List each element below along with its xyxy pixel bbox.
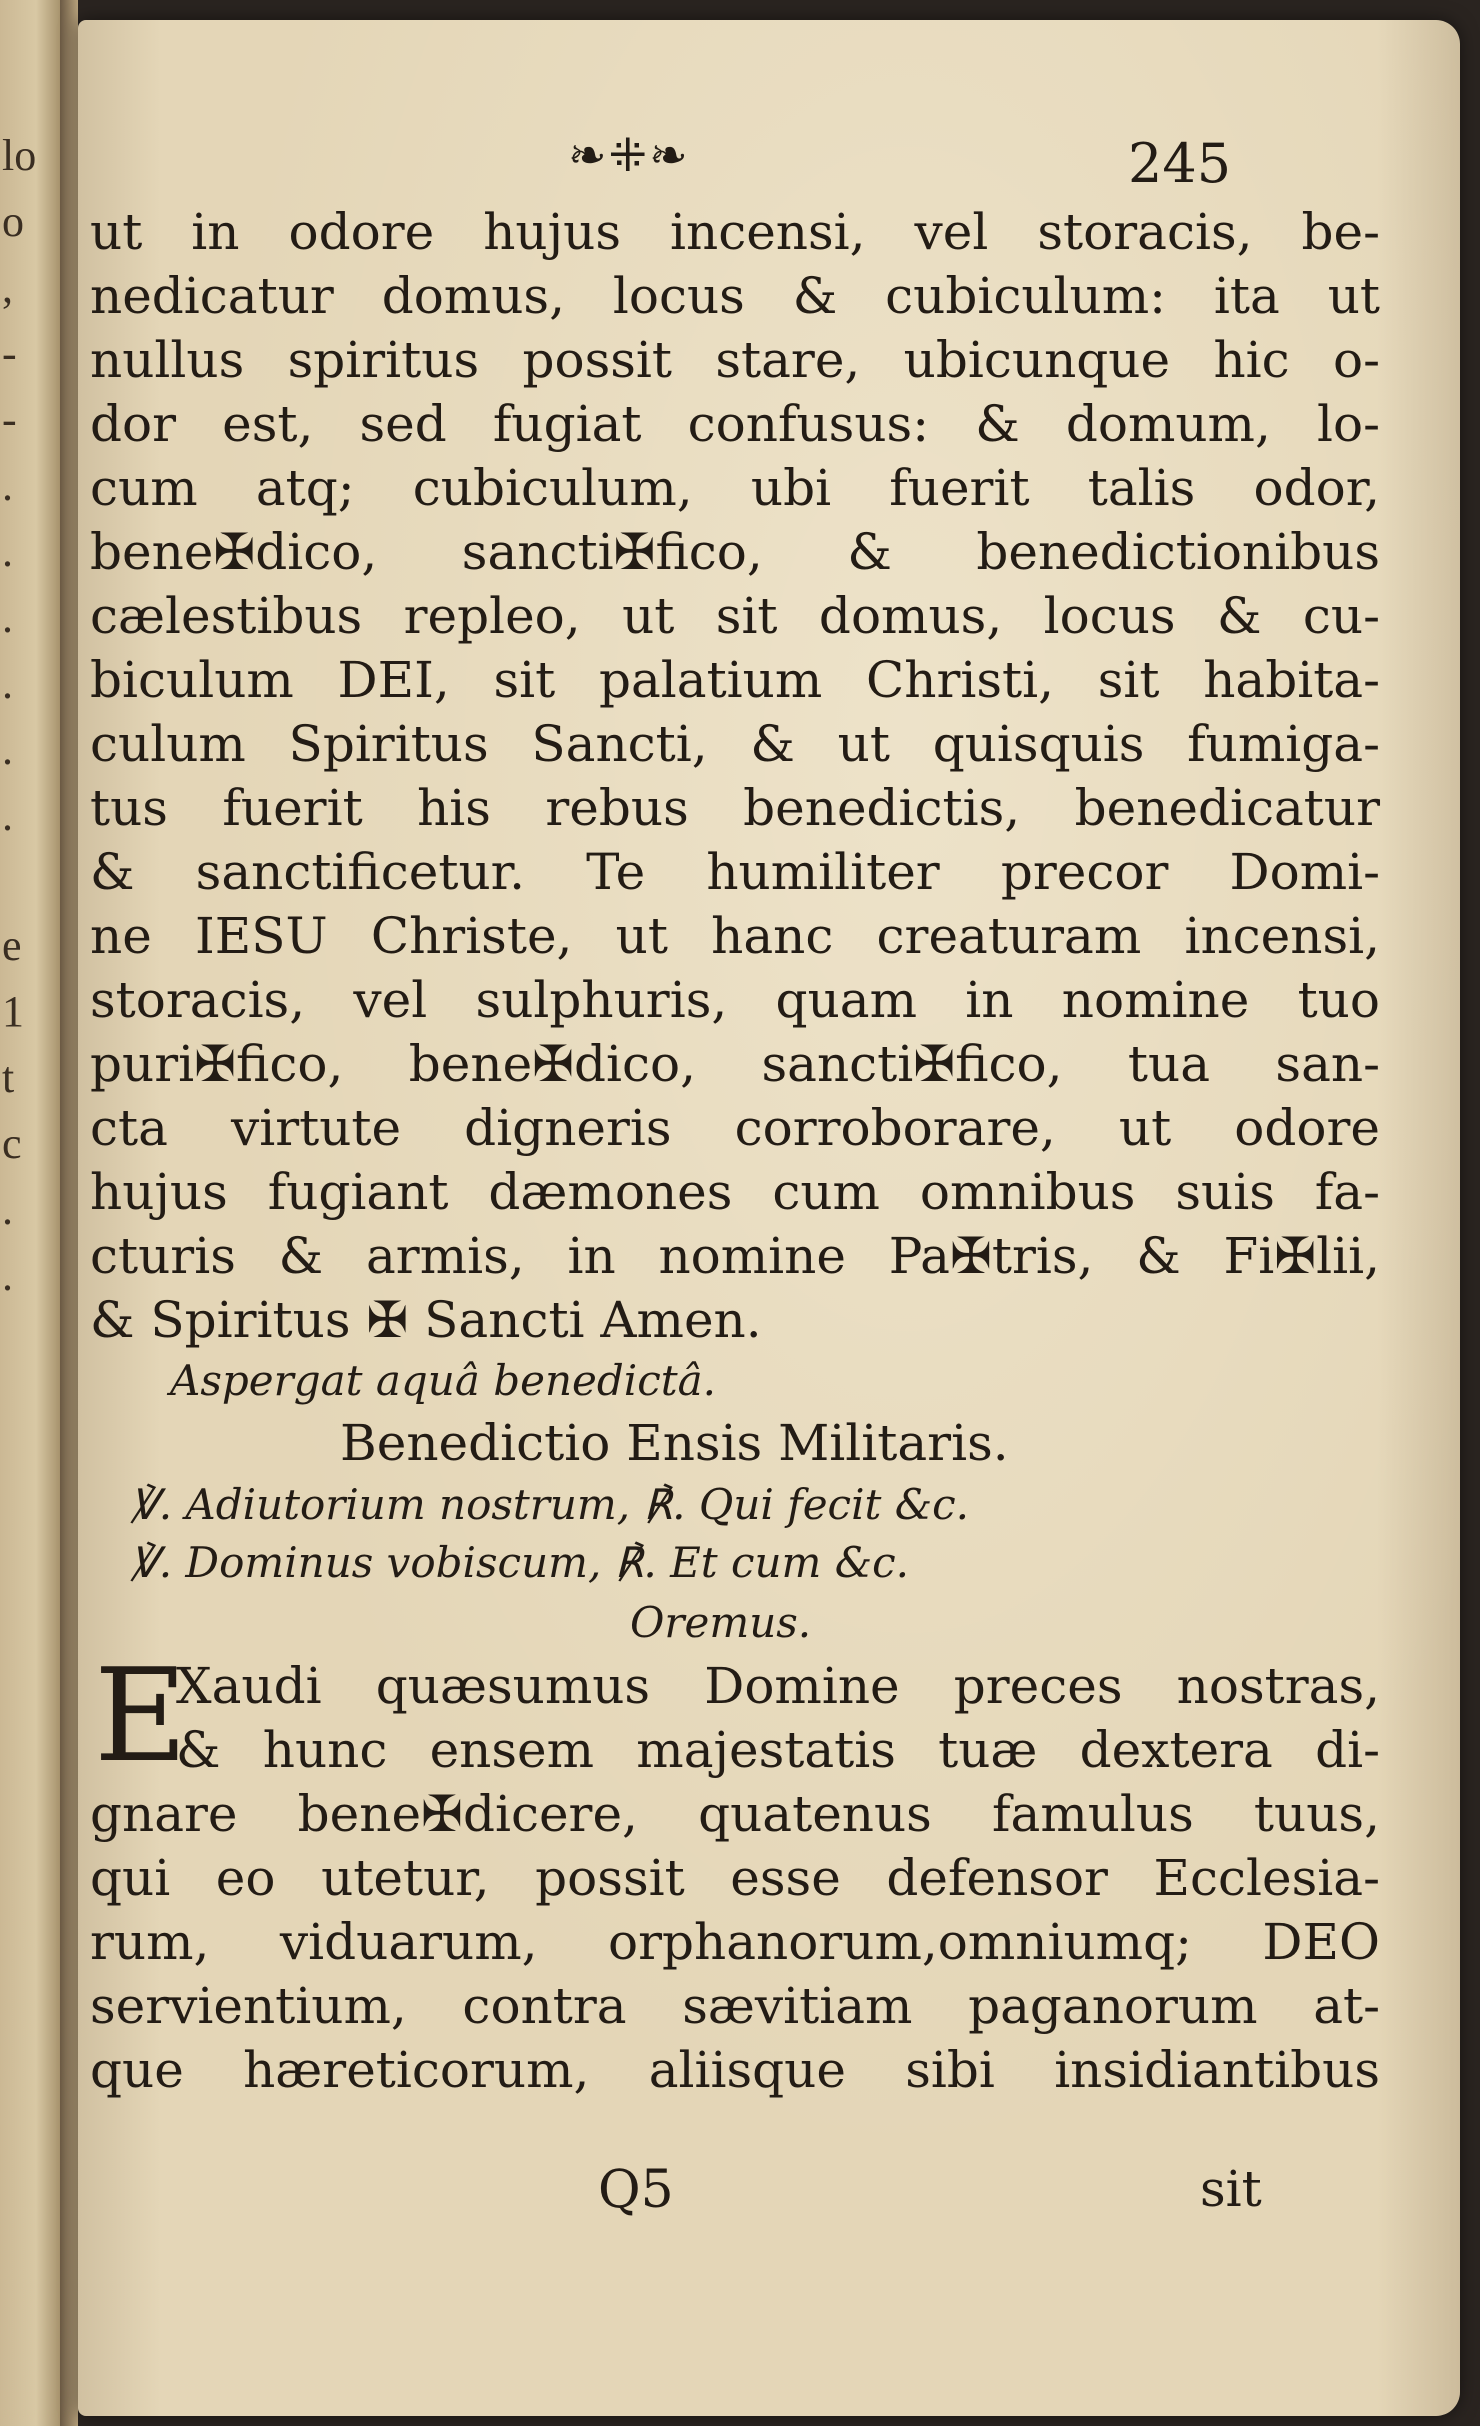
text-line: cturis & armis, in nomine Pa✠tris, & Fi✠lii, bbox=[90, 1227, 1380, 1285]
text-line: culum Spiritus Sancti, & ut quisquis fumiga- bbox=[90, 715, 1380, 773]
prev-page-fragment: . bbox=[2, 593, 13, 642]
previous-page-edge bbox=[0, 0, 60, 2426]
text-line: puri✠fico, bene✠dico, sancti✠fico, tua san- bbox=[90, 1035, 1380, 1093]
prev-page-fragment: . bbox=[2, 1185, 13, 1234]
header-ornament: ❧⁜❧ bbox=[568, 128, 690, 182]
text-line: bene✠dico, sancti✠fico, & benedictionibus bbox=[90, 523, 1380, 581]
book-page bbox=[78, 20, 1460, 2416]
text-line: biculum DEI, sit palatium Christi, sit habita- bbox=[90, 651, 1380, 709]
text-line: nedicatur domus, locus & cubiculum: ita ut bbox=[90, 267, 1380, 325]
prev-page-fragment: . bbox=[2, 659, 13, 708]
paragraph-incense-blessing bbox=[90, 200, 1380, 1352]
prev-page-fragment: t bbox=[2, 1053, 15, 1102]
versicle-line: ℣. Dominus vobiscum, ℟. Et cum &c. bbox=[130, 1538, 909, 1587]
signature-mark: Q5 bbox=[598, 2160, 674, 2220]
text-line: gnare bene✠dicere, quatenus famulus tuus, bbox=[90, 1785, 1380, 1843]
text-line: & Spiritus ✠ Sancti Amen. bbox=[90, 1291, 762, 1349]
section-heading: Benedictio Ensis Militaris. bbox=[340, 1414, 1009, 1472]
prev-page-fragment: . bbox=[2, 725, 13, 774]
versicle-line: ℣. Adiutorium nostrum, ℟. Qui fecit &c. bbox=[130, 1480, 969, 1529]
prev-page-fragment: 1 bbox=[2, 987, 24, 1036]
prev-page-fragment: e bbox=[2, 921, 22, 970]
text-line: nullus spiritus possit stare, ubicunque hic o- bbox=[90, 331, 1380, 389]
prev-page-fragment: , bbox=[2, 263, 13, 312]
page-footer bbox=[78, 2160, 1460, 2230]
prev-page-fragment: o bbox=[2, 197, 24, 246]
prev-page-fragment: - bbox=[2, 395, 17, 444]
text-line: hujus fugiant dæmones cum omnibus suis fa- bbox=[90, 1163, 1380, 1221]
prev-page-fragment: c bbox=[2, 1119, 22, 1168]
catchword: sit bbox=[1200, 2160, 1262, 2218]
prev-page-fragment: lo bbox=[2, 131, 37, 180]
text-line: cælestibus repleo, ut sit domus, locus & cu- bbox=[90, 587, 1380, 645]
text-line: ut in odore hujus incensi, vel storacis, be- bbox=[90, 203, 1380, 261]
page-number: 245 bbox=[1128, 132, 1232, 195]
book-gutter bbox=[60, 0, 78, 2426]
text-line: dor est, sed fugiat confusus: & domum, lo- bbox=[90, 395, 1380, 453]
text-line: que hæreticorum, aliisque sibi insidiantibus bbox=[90, 2041, 1380, 2099]
text-line: storacis, vel sulphuris, quam in nomine tuo bbox=[90, 971, 1380, 1029]
text-line: cta virtute digneris corroborare, ut odore bbox=[90, 1099, 1380, 1157]
text-line: Xaudi quæsumus Domine preces nostras, bbox=[176, 1657, 1380, 1715]
drop-cap-letter: E bbox=[94, 1642, 188, 1791]
text-line: rum, viduarum, orphanorum,omniumq; DEO bbox=[90, 1913, 1380, 1971]
page-header bbox=[78, 128, 1460, 195]
text-line: ne IESU Christe, ut hanc creaturam incensi, bbox=[90, 907, 1380, 965]
text-line: servientium, contra sævitiam paganorum at- bbox=[90, 1977, 1380, 2035]
oremus-rubric: Oremus. bbox=[630, 1598, 812, 1647]
rubric-asperges: Aspergat aquâ benedictâ. bbox=[170, 1356, 716, 1405]
prev-page-fragment: . bbox=[2, 527, 13, 576]
text-line: tus fuerit his rebus benedictis, benedicatur bbox=[90, 779, 1380, 837]
paragraph-sword-blessing bbox=[90, 1642, 1380, 2102]
prev-page-fragment: . bbox=[2, 461, 13, 510]
text-line: cum atq; cubiculum, ubi fuerit talis odor, bbox=[90, 459, 1380, 517]
text-line: qui eo utetur, possit esse defensor Ecclesia- bbox=[90, 1849, 1380, 1907]
text-line: & hunc ensem majestatis tuæ dextera di- bbox=[176, 1721, 1380, 1779]
text-line: & sanctificetur. Te humiliter precor Domi- bbox=[90, 843, 1380, 901]
prev-page-fragment: - bbox=[2, 329, 17, 378]
page-body bbox=[90, 200, 1380, 2102]
prev-page-fragment: . bbox=[2, 1251, 13, 1300]
prev-page-fragment: . bbox=[2, 791, 13, 840]
